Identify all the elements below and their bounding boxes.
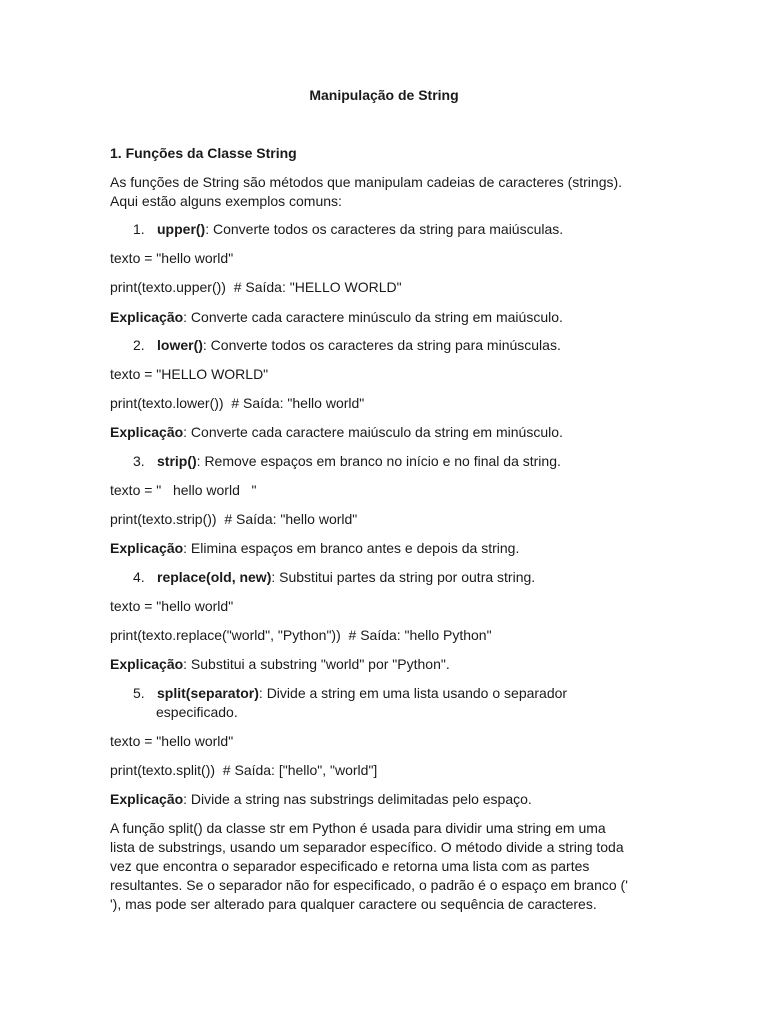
explanation-text: : Divide a string nas substrings delimitadas pelo espaço. — [183, 791, 532, 807]
explanation-text: : Elimina espaços em branco antes e depois da string. — [183, 540, 520, 556]
list-number: 3. — [133, 453, 145, 469]
document-title: Manipulação de String — [309, 87, 459, 103]
function-name: split(separator) — [157, 685, 259, 701]
explanation-label: Explicação — [110, 424, 184, 440]
code-line: print(texto.upper()) # Saída: "HELLO WORLD" — [110, 279, 402, 295]
code-line: print(texto.replace("world", "Python")) # Saída: "hello Python" — [110, 627, 492, 643]
function-name: strip() — [157, 453, 197, 469]
list-number: 4. — [133, 569, 145, 585]
explanation-text: : Converte cada caractere maiúsculo da string em minúsculo. — [183, 424, 563, 440]
list-item-upper — [133, 219, 563, 239]
list-number: 5. — [133, 685, 145, 701]
explanation-label: Explicação — [110, 791, 184, 807]
intro-line-1: As funções de String são métodos que manipulam cadeias de caracteres (strings). — [110, 174, 623, 190]
explanation-text: : Converte cada caractere minúsculo da string em maiúsculo. — [183, 309, 563, 325]
function-description: : Remove espaços em branco no início e no final da string. — [196, 453, 561, 469]
explanation-line — [110, 538, 519, 558]
function-name: replace(old, new) — [157, 569, 272, 585]
function-description: : Converte todos os caracteres da string para minúsculas. — [202, 337, 561, 353]
function-description: : Divide a string em uma lista usando o separador — [258, 685, 568, 701]
explanation-text: : Substitui a substring "world" por "Python". — [183, 656, 450, 672]
explanation-line — [110, 654, 450, 674]
code-line: texto = "hello world" — [110, 598, 234, 614]
explanation-label: Explicação — [110, 656, 184, 672]
code-line: print(texto.strip()) # Saída: "hello world" — [110, 511, 358, 527]
closing-paragraph-line: A função split() da classe str em Python é usada para dividir uma string em uma — [110, 820, 606, 836]
function-description-continued: especificado. — [156, 704, 238, 720]
explanation-line — [110, 307, 563, 327]
list-number: 2. — [133, 337, 145, 353]
code-line: print(texto.split()) # Saída: ["hello", "world"] — [110, 762, 378, 778]
list-item-strip — [133, 451, 561, 471]
explanation-label: Explicação — [110, 309, 184, 325]
section-heading: 1. Funções da Classe String — [110, 145, 297, 161]
code-line: texto = "hello world" — [110, 250, 234, 266]
list-number: 1. — [133, 221, 145, 237]
explanation-label: Explicação — [110, 540, 184, 556]
function-description: : Converte todos os caracteres da string para maiúsculas. — [205, 221, 564, 237]
closing-paragraph-line: vez que encontra o separador especificado e retorna uma lista com as partes — [110, 858, 590, 874]
function-name: upper() — [157, 221, 206, 237]
closing-paragraph-line: '), mas pode ser alterado para qualquer caractere ou sequência de caracteres. — [110, 896, 597, 912]
explanation-line — [110, 422, 563, 442]
code-line: texto = "hello world" — [110, 733, 234, 749]
list-item-lower — [133, 335, 561, 355]
closing-paragraph-line: lista de substrings, usando um separador específico. O método divide a string toda — [110, 839, 624, 855]
list-item-split — [133, 683, 567, 703]
function-description: : Substitui partes da string por outra string. — [271, 569, 536, 585]
list-item-replace — [133, 567, 535, 587]
closing-paragraph-line: resultantes. Se o separador não for especificado, o padrão é o espaço em branco (' — [110, 877, 628, 893]
explanation-line — [110, 789, 532, 809]
code-line: texto = "HELLO WORLD" — [110, 366, 269, 382]
intro-line-2: Aqui estão alguns exemplos comuns: — [110, 193, 342, 209]
function-name: lower() — [157, 337, 203, 353]
code-line: print(texto.lower()) # Saída: "hello world" — [110, 395, 365, 411]
code-line: texto = " hello world " — [110, 482, 257, 498]
